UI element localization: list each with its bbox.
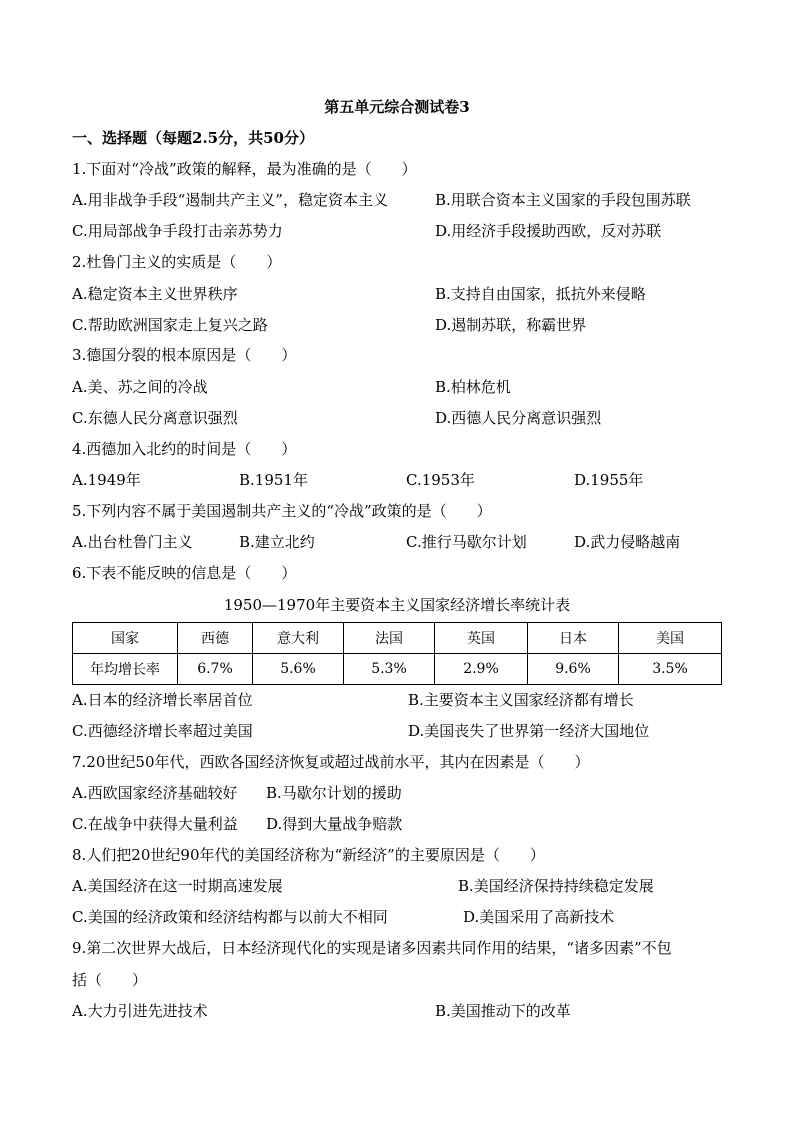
question-6-stem: 6.下表不能反映的信息是（ ） [72, 564, 297, 582]
question-1-stem: 1.下面对“冷战”政策的解释，最为准确的是（ ） [72, 160, 417, 178]
question-5-stem: 5.下列内容不属于美国遏制共产主义的“冷战”政策的是（ ） [72, 502, 492, 520]
question-3-option-b: B.柏林危机 [435, 378, 511, 396]
question-6-option-c: C.西德经济增长率超过美国 [72, 722, 253, 740]
table-header-cell: 意大利 [253, 623, 344, 654]
table-header-row [73, 623, 722, 654]
question-7-option-a: A.西欧国家经济基础较好 [72, 784, 238, 802]
question-2-option-a: A.稳定资本主义世界秩序 [72, 285, 238, 303]
table-header-cell: 英国 [435, 623, 528, 654]
question-9-option-b: B.美国推动下的改革 [435, 1002, 571, 1020]
question-2-stem: 2.杜鲁门主义的实质是（ ） [72, 253, 282, 271]
question-8-option-d: D.美国采用了高新技术 [463, 908, 615, 926]
section-heading: 一、选择题（每题2.5分，共50分） [72, 129, 314, 147]
question-3-stem: 3.德国分裂的根本原因是（ ） [72, 346, 297, 364]
question-6-option-b: B.主要资本主义国家经济都有增长 [408, 691, 634, 709]
question-5-option-d: D.武力侵略越南 [574, 533, 681, 551]
question-5-option-c: C.推行马歇尔计划 [406, 533, 527, 551]
table-cell: 2.9% [435, 654, 528, 685]
table-cell: 6.7% [178, 654, 253, 685]
question-6-option-a: A.日本的经济增长率居首位 [72, 691, 253, 709]
table-cell: 3.5% [619, 654, 722, 685]
question-1-option-c: C.用局部战争手段打击亲苏势力 [72, 222, 283, 240]
question-8-option-c: C.美国的经济政策和经济结构都与以前大不相同 [72, 908, 388, 926]
question-9-option-a: A.大力引进先进技术 [72, 1002, 208, 1020]
table-header-cell: 西德 [178, 623, 253, 654]
table-caption: 1950—1970年主要资本主义国家经济增长率统计表 [223, 596, 571, 614]
table-cell: 9.6% [528, 654, 619, 685]
question-8-option-a: A.美国经济在这一时期高速发展 [72, 877, 283, 895]
question-9-stem-line-2: 括（ ） [72, 971, 148, 989]
question-7-stem: 7.20世纪50年代，西欧各国经济恢复或超过战前水平，其内在因素是（ ） [72, 753, 590, 771]
question-5-option-a: A.出台杜鲁门主义 [72, 533, 193, 551]
table-cell: 5.3% [344, 654, 435, 685]
table-header-cell: 法国 [344, 623, 435, 654]
question-7-option-b: B.马歇尔计划的援助 [266, 784, 402, 802]
growth-rate-table [72, 622, 722, 685]
table-cell: 年均增长率 [73, 654, 178, 685]
question-4-stem: 4.西德加入北约的时间是（ ） [72, 440, 297, 458]
table-header-cell: 美国 [619, 623, 722, 654]
question-4-option-a: A.1949年 [72, 471, 141, 489]
question-8-option-b: B.美国经济保持持续稳定发展 [458, 877, 654, 895]
question-1-option-d: D.用经济手段援助西欧，反对苏联 [435, 222, 662, 240]
question-4-option-c: C.1953年 [406, 471, 475, 489]
question-3-option-d: D.西德人民分离意识强烈 [435, 409, 602, 427]
page-title: 第五单元综合测试卷3 [324, 98, 470, 116]
question-3-option-a: A.美、苏之间的冷战 [72, 378, 208, 396]
question-7-option-d: D.得到大量战争赔款 [266, 815, 403, 833]
table-cell: 5.6% [253, 654, 344, 685]
question-7-option-c: C.在战争中获得大量利益 [72, 815, 238, 833]
question-4-option-b: B.1951年 [239, 471, 308, 489]
question-6-option-d: D.美国丧失了世界第一经济大国地位 [408, 722, 650, 740]
question-2-option-b: B.支持自由国家，抵抗外来侵略 [435, 285, 646, 303]
table-header-cell: 国家 [73, 623, 178, 654]
question-5-option-b: B.建立北约 [239, 533, 315, 551]
question-2-option-c: C.帮助欧洲国家走上复兴之路 [72, 316, 268, 334]
question-1-option-a: A.用非战争手段“遏制共产主义”，稳定资本主义 [72, 191, 388, 209]
question-2-option-d: D.遏制苏联，称霸世界 [435, 316, 587, 334]
question-3-option-c: C.东德人民分离意识强烈 [72, 409, 238, 427]
question-4-option-d: D.1955年 [574, 471, 644, 489]
table-header-cell: 日本 [528, 623, 619, 654]
question-8-stem: 8.人们把20世纪90年代的美国经济称为“新经济”的主要原因是（ ） [72, 846, 545, 864]
question-9-stem-line-1: 9.第二次世界大战后，日本经济现代化的实现是诸多因素共同作用的结果，“诸多因素”不包 [72, 939, 672, 957]
table-row [73, 654, 722, 685]
question-1-option-b: B.用联合资本主义国家的手段包围苏联 [435, 191, 691, 209]
